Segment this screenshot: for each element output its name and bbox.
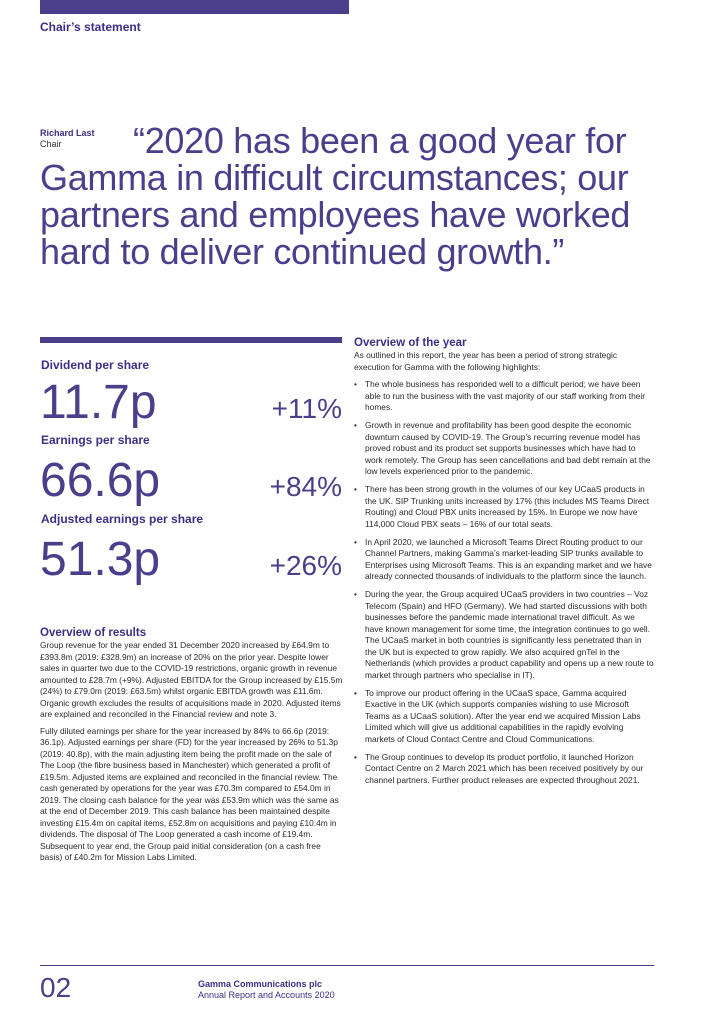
list-item-text: In April 2020, we launched a Microsoft Teams Direct Routing product to our Channel Partners, making Gamma’s market-leading SIP trunks available to Enterprises using Microsoft Teams. This is an expanding market and we have already connected thousands of individuals to the platform since the launch.	[365, 536, 652, 581]
bullet-icon: •	[354, 687, 357, 698]
report-title: Annual Report and Accounts 2020	[198, 990, 335, 1000]
overview-heading: Overview of the year	[354, 337, 467, 349]
author-role: Chair	[40, 139, 62, 149]
kpi-change: +26%	[269, 550, 342, 581]
list-item	[354, 688, 654, 746]
overview-of-results	[40, 627, 343, 869]
bullet-icon: •	[354, 536, 357, 547]
list-item-text: The whole business has responded well to a difficult period; we have been able to run the business with the vast majority of our staff working from their homes.	[365, 379, 646, 412]
overview-of-year	[354, 337, 654, 793]
overview-intro: As outlined in this report, the year has been a period of strong strategic execution for Gamma with the following highlights:	[354, 350, 618, 372]
page-number: 02	[40, 972, 72, 1003]
list-item-text: There has been strong growth in the volumes of our key UCaaS products in the UK. SIP Trunking units increased by 17% (this includes MS Teams Direct Routing) and Cloud PBX units increased by 15%. In Europe we now have 114,000 Cloud PBX seats – 16% of our total seats.	[365, 484, 650, 529]
kpi-change: +84%	[269, 471, 342, 502]
kpi-change: +11%	[271, 393, 342, 424]
list-item-text: Growth in revenue and profitability has been good despite the economic downturn caused by COVID-19. The Group’s recurring revenue model has proved robust and its product set supports businesses which have had to work remotely. The Group has seen cancellations and bad debt remain at the low levels experienced prior to the pandemic.	[365, 420, 651, 476]
list-item	[354, 379, 654, 414]
list-item-text: The Group continues to develop its product portfolio, it launched Horizon Contact Centre on 2 March 2021 which has been received positively by our channel partners. Further product releases are expected throughout 2021.	[365, 751, 644, 785]
kpi-eps	[40, 422, 342, 507]
results-heading: Overview of results	[40, 627, 147, 639]
list-item	[354, 484, 654, 530]
bullet-icon: •	[354, 589, 357, 599]
kpi-label: Dividend per share	[41, 358, 150, 372]
footer-company	[198, 979, 335, 1001]
bullet-icon: •	[354, 420, 357, 430]
kpi-value: 51.3p	[40, 533, 161, 586]
list-item	[354, 752, 654, 787]
kpi-value: 66.6p	[40, 454, 161, 507]
list-item-text: To improve our product offering in the UCaaS space, Gamma acquired Exactive in the UK (which supports companies wishing to use Microsoft Teams as a UCaaS solution). After the year end we acquired Mission Labs Limited which will give us additional capabilities in the rapidly evolving markets of Cloud Contact Centre and Cloud Communications.	[365, 687, 641, 744]
kpi-value: 11.7p	[40, 376, 157, 429]
company-name: Gamma Communications plc	[198, 979, 323, 989]
list-item	[354, 537, 654, 583]
results-paragraph: Group revenue for the year ended 31 December 2020 increased by £64.9m to £393.8m (2019: £328.9m) an increase of 20% on the prior year. Despite lower sales in quarter two due to the COVID-19 restrictions, organic growth in revenue amounted to £28.7m (+9%). Adjusted EBITDA for the Group increased by £15.5m (24%) to £79.0m (2019: £63.5m) whilst organic EBITDA growth was £11.6m. Organic growth excludes the results of acquisitions made in 2020. Adjusted items are explained and reconciled in the Financial review and note 3.	[40, 640, 343, 719]
list-item	[354, 589, 654, 681]
bullet-icon: •	[354, 751, 357, 762]
top-accent-bar	[40, 0, 349, 14]
pull-quote: “2020 has been a good year for Gamma in difficult circumstances; our partners and employees have worked hard to deliver continued growth.”	[40, 120, 631, 272]
kpi-label: Adjusted earnings per share	[41, 512, 204, 526]
list-item-text: During the year, the Group acquired UCaaS providers in two countries – Voz Telecom (Spain) and HFO (Germany). We had started discussions with both businesses before the pandemic made international travel difficult. As we have known management for some time, the integration continues to go well. The UCaaS market in both countries is significantly less penetrated than in the UK but is expected to grow rapidly. We also acquired gnTel in the Netherlands (which provides a product capability and opens up a new route to market through partners who specialise in IT).	[365, 589, 654, 680]
results-paragraph: Fully diluted earnings per share for the year increased by 84% to 66.6p (2019: 36.1p). Adjusted earnings per share (FD) for the year increased by 26% to 51.3p (2019: 40.8p), with the main adjusting item being the profit made on the sale of The Loop (the fibre business based in Manchester) which generated a profit of £19.5m. Adjusted items are explained and reconciled in the financial review. The cash generated by operations for the year was £70.3m compared to £54.0m in 2019. The closing cash balance for the year was £53.9m which was the same as at the end of December 2019. This cash balance has been maintained despite investing £15.4m on capital items, £52.8m on acquisitions and paying £10.4m in dividends. The disposal of The Loop generated a cash income of £19.4m. Subsequent to year end, the Group paid initial consideration (on a cash free basis) of £40.2m for Mission Labs Limited.	[40, 725, 339, 862]
section-title: Chair’s statement	[40, 20, 141, 34]
kpi-adjusted-eps	[40, 501, 342, 586]
footer-divider	[40, 965, 654, 966]
kpi-label: Earnings per share	[41, 433, 150, 447]
list-item	[354, 420, 654, 478]
bullet-icon: •	[354, 484, 357, 494]
kpi-panel	[40, 337, 342, 586]
bullet-icon: •	[354, 379, 357, 389]
highlights-list	[354, 379, 654, 786]
kpi-dividend	[40, 343, 342, 429]
author-name: Richard Last	[40, 128, 95, 138]
